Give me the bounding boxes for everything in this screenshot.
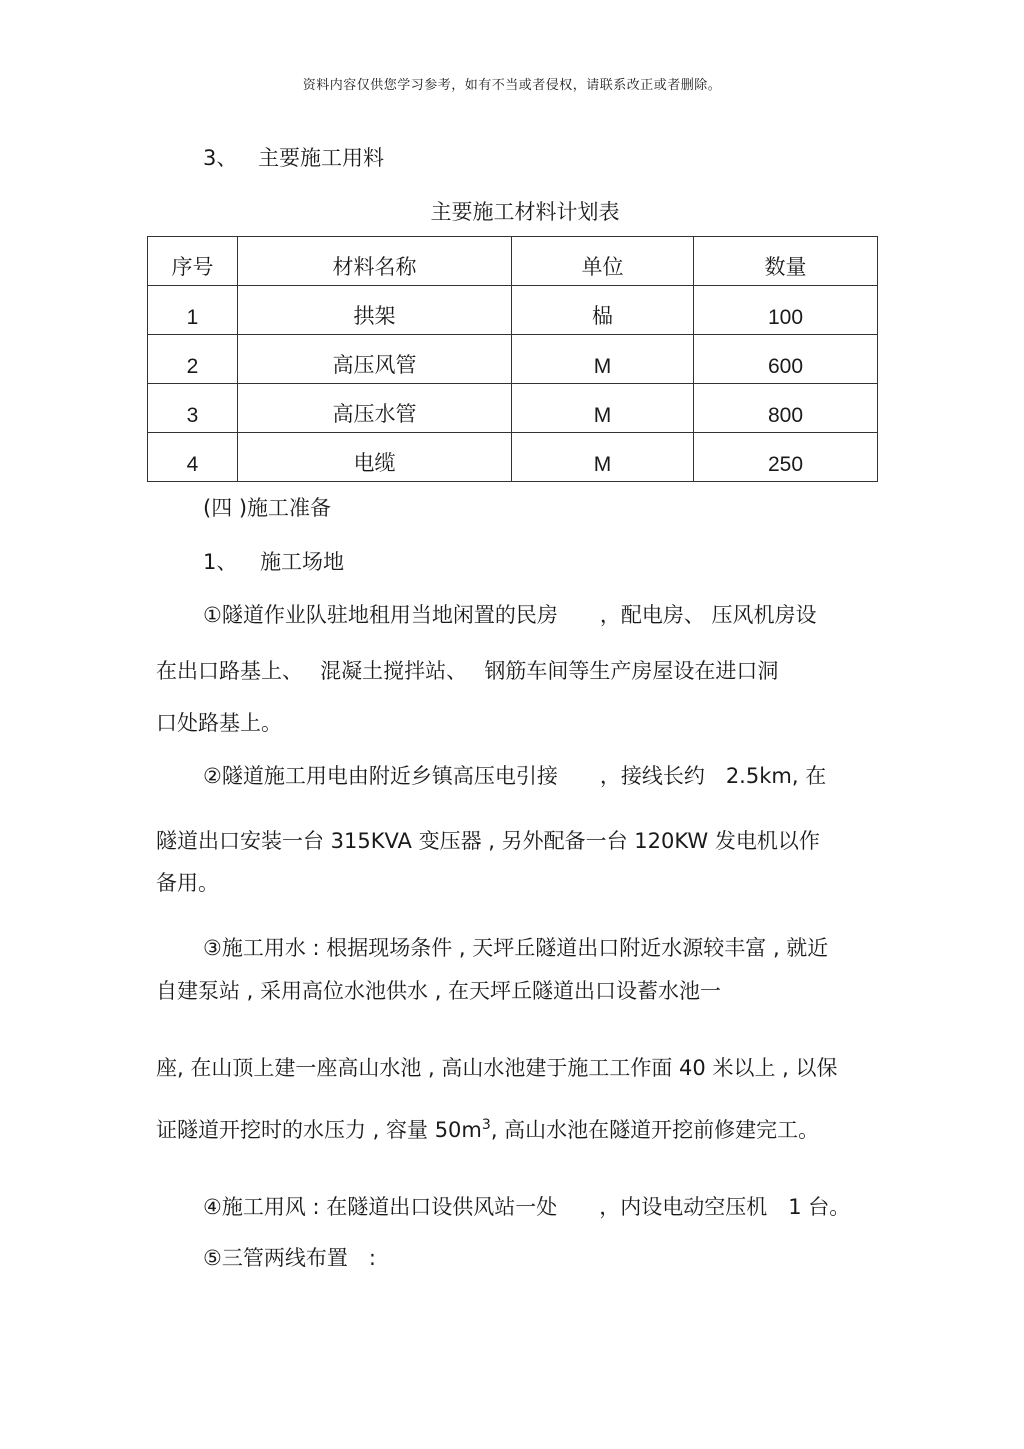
paragraph-line: ④施工用风 : 在隧道出口设供风站一处 ，内设电动空压机 1 台。 xyxy=(203,1195,851,1219)
cell-quantity: 100 xyxy=(694,286,878,335)
materials-table xyxy=(147,236,878,482)
cell-quantity: 800 xyxy=(694,384,878,433)
cell-unit: M xyxy=(512,335,694,384)
paragraph-line xyxy=(156,1111,819,1144)
table-header-row xyxy=(148,237,878,286)
cell-index: 2 xyxy=(148,335,238,384)
paragraph-line: ②隧道施工用电由附近乡镇高压电引接 ，接线长约 2.5km, 在 xyxy=(203,764,827,788)
subsection-1-number: 1、 xyxy=(203,550,238,574)
cell-material-name: 电缆 xyxy=(238,433,512,482)
subsection-1-heading xyxy=(203,548,344,576)
section-3-title: 主要施工用料 xyxy=(258,146,385,170)
table-row xyxy=(148,384,878,433)
section-four-heading: (四 )施工准备 xyxy=(203,496,332,520)
cell-quantity: 250 xyxy=(694,433,878,482)
header-index: 序号 xyxy=(148,237,238,286)
header-quantity: 数量 xyxy=(694,237,878,286)
page-disclaimer: 资料内容仅供您学习参考，如有不当或者侵权，请联系改正或者删除。 xyxy=(302,78,722,93)
paragraph-line: 座, 在山顶上建一座高山水池 , 高山水池建于施工工作面 40 米以上 , 以保 xyxy=(156,1056,838,1080)
paragraph-text: 证隧道开挖时的水压力 , 容量 50m xyxy=(156,1118,482,1142)
cell-unit: M xyxy=(512,433,694,482)
header-unit: 单位 xyxy=(512,237,694,286)
paragraph-line: 隧道出口安装一台 315KVA 变压器 , 另外配备一台 120KW 发电机以作 xyxy=(156,829,820,853)
cell-unit: M xyxy=(512,384,694,433)
section-3-number: 3、 xyxy=(203,146,238,170)
paragraph-text: , 高山水池在隧道开挖前修建完工。 xyxy=(490,1118,820,1142)
paragraph-line: 备用。 xyxy=(156,871,219,895)
cell-material-name: 拱架 xyxy=(238,286,512,335)
table-row xyxy=(148,286,878,335)
cell-index: 4 xyxy=(148,433,238,482)
table-row xyxy=(148,335,878,384)
paragraph-line: 口处路基上。 xyxy=(156,711,282,735)
paragraph-line: 自建泵站 , 采用高位水池供水 , 在天坪丘隧道出口设蓄水池一 xyxy=(156,979,722,1003)
paragraph-line: ⑤三管两线布置 : xyxy=(203,1246,376,1270)
cell-quantity: 600 xyxy=(694,335,878,384)
paragraph-line: ③施工用水 : 根据现场条件 , 天坪丘隧道出口附近水源较丰富 , 就近 xyxy=(203,936,829,960)
paragraph-line: 在出口路基上、 混凝土搅拌站、 钢筋车间等生产房屋设在进口洞 xyxy=(156,659,779,683)
header-material-name: 材料名称 xyxy=(238,237,512,286)
cell-material-name: 高压风管 xyxy=(238,335,512,384)
cell-unit: 榀 xyxy=(512,286,694,335)
cell-index: 3 xyxy=(148,384,238,433)
table-title: 主要施工材料计划表 xyxy=(430,200,620,224)
superscript: 3 xyxy=(481,1117,491,1133)
section-3-heading xyxy=(203,144,384,172)
table-row xyxy=(148,433,878,482)
cell-index: 1 xyxy=(148,286,238,335)
paragraph-line: ①隧道作业队驻地租用当地闲置的民房 ，配电房、 压风机房设 xyxy=(203,603,817,627)
subsection-1-title: 施工场地 xyxy=(260,550,345,574)
cell-material-name: 高压水管 xyxy=(238,384,512,433)
